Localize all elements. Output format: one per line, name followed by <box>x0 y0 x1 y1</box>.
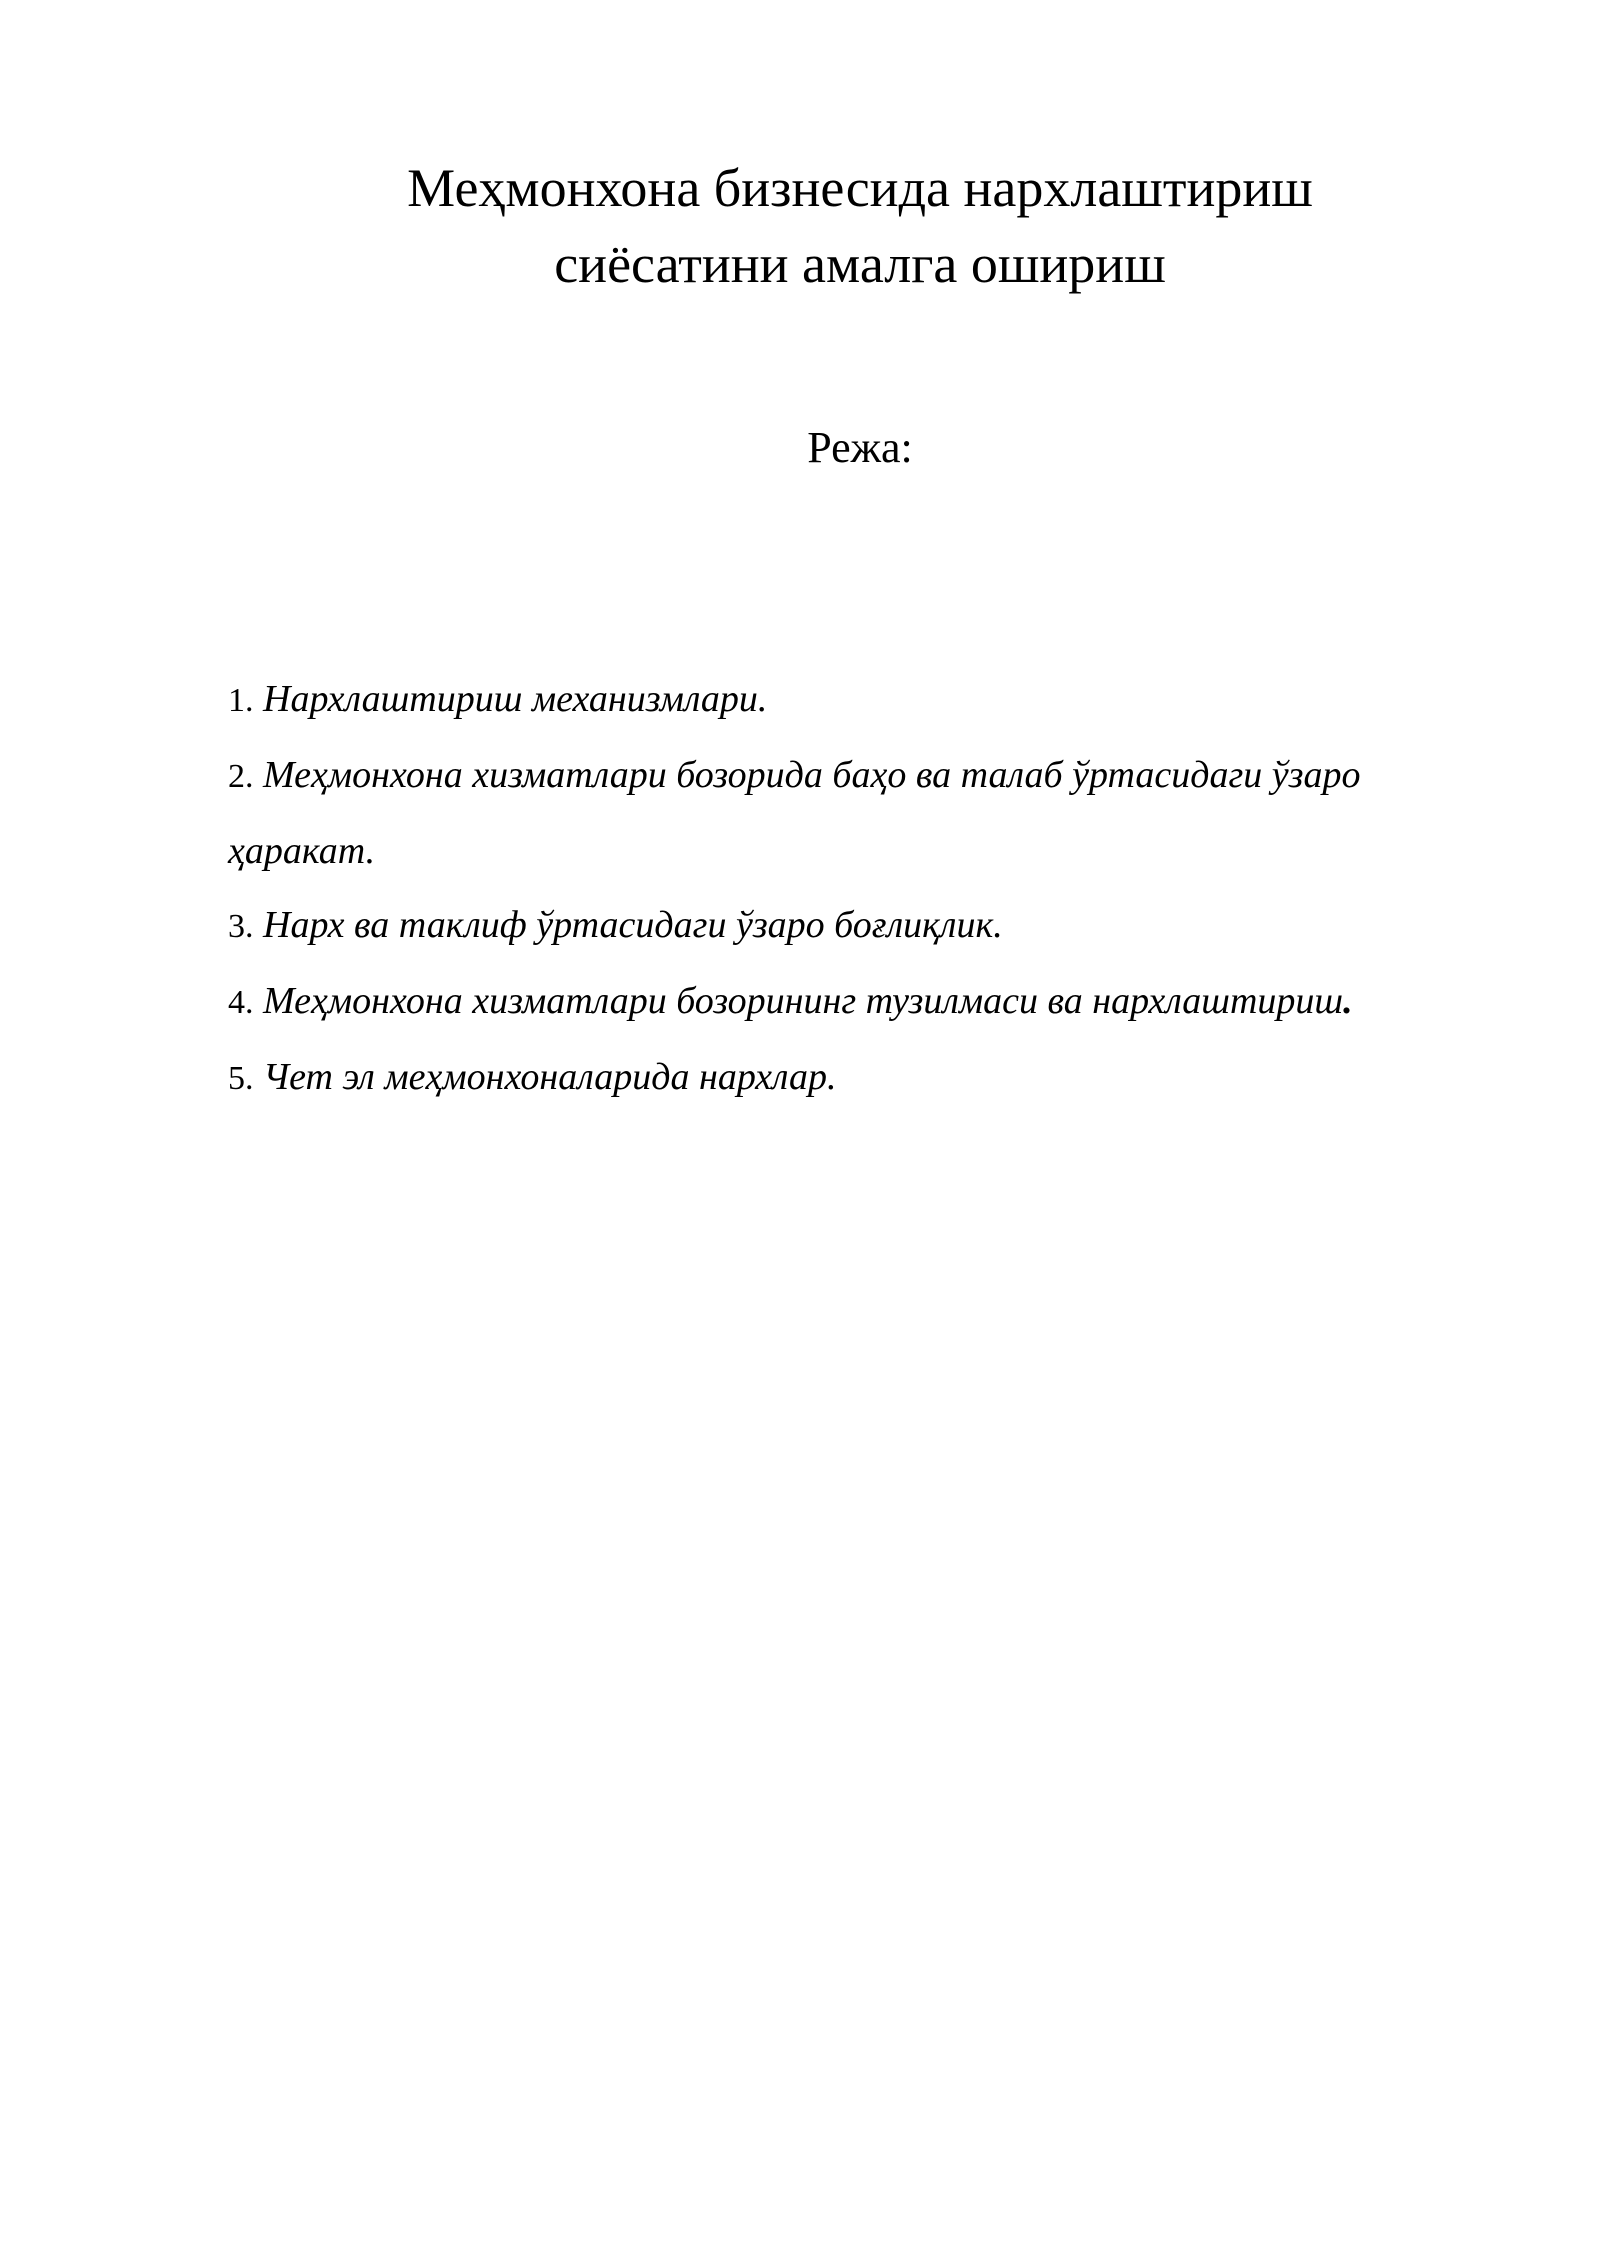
plan-item-text: Нархлаштириш механизмлари <box>263 678 758 720</box>
plan-item-text: Меҳмонхона хизматлари бозорининг тузилмаси ва нархлаштириш <box>263 980 1344 1022</box>
title-line-1: Меҳмонхона бизнесида нархлаштириш <box>407 158 1313 218</box>
plan-item-text: Нарх ва таклиф ўртасидаги ўзаро боғлиқлик <box>263 904 994 946</box>
title-line-2: сиёсатини амалга ошириш <box>554 234 1166 294</box>
plan-item-text: Меҳмонхона хизматлари бозорида баҳо ва талаб ўртасидаги ўзаро ҳаракат <box>228 754 1361 872</box>
plan-item-period: . <box>826 1056 837 1098</box>
plan-item-period: . <box>993 904 1003 946</box>
plan-item-4 <box>228 964 1428 1040</box>
plan-item-period: . <box>757 678 768 720</box>
plan-heading: Режа: <box>807 423 913 472</box>
plan-item-number: 3. <box>228 908 254 945</box>
plan-item-number: 2. <box>228 758 254 795</box>
plan-item-number: 1. <box>228 682 254 719</box>
plan-list <box>228 662 1428 1116</box>
plan-item-text: Чет эл меҳмонхоналарида нархлар <box>263 1056 827 1098</box>
plan-item-3 <box>228 888 1428 964</box>
plan-item-1 <box>228 662 1428 738</box>
plan-item-period: . <box>1343 980 1353 1022</box>
plan-item-2 <box>228 738 1428 888</box>
plan-item-number: 5. <box>228 1060 254 1097</box>
plan-item-5 <box>228 1040 1428 1116</box>
document-title <box>330 150 1390 302</box>
plan-item-period: . <box>365 830 376 872</box>
plan-item-number: 4. <box>228 984 254 1021</box>
